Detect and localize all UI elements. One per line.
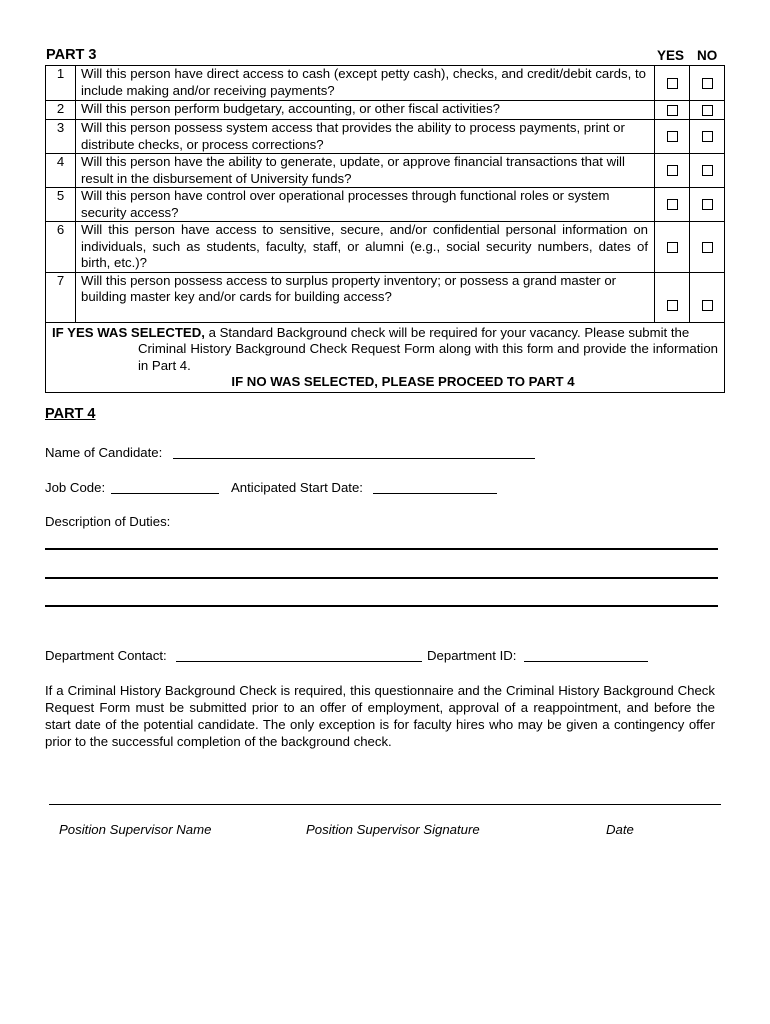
note-yes-heading: IF YES WAS SELECTED, — [52, 324, 205, 340]
no-checkbox[interactable] — [702, 199, 713, 210]
no-checkbox[interactable] — [702, 165, 713, 176]
no-checkbox[interactable] — [702, 78, 713, 89]
candidate-name-label: Name of Candidate: — [45, 445, 163, 460]
yes-checkbox[interactable] — [667, 78, 678, 89]
question-text: Will this person possess system access that provides the ability to process payments, print or distribute checks, or process corrections? — [76, 120, 655, 154]
duties-label: Description of Duties: — [45, 514, 171, 529]
department-id-field[interactable] — [524, 661, 648, 662]
yes-checkbox[interactable] — [667, 242, 678, 253]
question-text: Will this person possess access to surplus property inventory; or possess a grand master or building master key and/or cards for building access? — [76, 272, 655, 322]
duties-line-2[interactable] — [45, 577, 718, 579]
yes-checkbox[interactable] — [667, 131, 678, 142]
question-row — [46, 222, 725, 273]
question-number: 7 — [46, 272, 76, 322]
yes-checkbox[interactable] — [667, 300, 678, 311]
candidate-name-field[interactable] — [173, 458, 535, 459]
part3-title: PART 3 — [46, 47, 97, 63]
part3-questions-table — [45, 65, 725, 393]
supervisor-name-label: Position Supervisor Name — [59, 822, 212, 837]
signature-line[interactable] — [49, 804, 721, 805]
yes-checkbox[interactable] — [667, 105, 678, 116]
question-row — [46, 154, 725, 188]
job-code-label: Job Code: — [45, 480, 106, 495]
start-date-label: Anticipated Start Date: — [231, 480, 363, 495]
question-number: 1 — [46, 66, 76, 101]
date-label: Date — [606, 822, 634, 837]
no-checkbox[interactable] — [702, 242, 713, 253]
question-number: 3 — [46, 120, 76, 154]
supervisor-signature-label: Position Supervisor Signature — [306, 822, 480, 837]
no-column-header: NO — [697, 48, 718, 63]
department-contact-label: Department Contact: — [45, 648, 167, 663]
question-row — [46, 188, 725, 222]
note-proceed: IF NO WAS SELECTED, PLEASE PROCEED TO PART 4 — [231, 374, 575, 389]
question-text: Will this person have the ability to generate, update, or approve financial transactions that will result in the disbursement of University funds? — [76, 154, 655, 188]
job-code-field[interactable] — [111, 493, 219, 494]
background-check-note — [46, 322, 725, 392]
department-contact-field[interactable] — [176, 661, 422, 662]
start-date-field[interactable] — [373, 493, 497, 494]
department-id-label: Department ID: — [427, 648, 517, 663]
yes-checkbox[interactable] — [667, 199, 678, 210]
question-row — [46, 66, 725, 101]
duties-line-3[interactable] — [45, 605, 718, 607]
note-body: Criminal History Background Check Request Form along with this form and provide the information in Part 4. — [138, 341, 718, 373]
note-first-line — [52, 325, 718, 342]
yes-column-header: YES — [657, 48, 685, 63]
duties-line-1[interactable] — [45, 548, 718, 550]
question-row — [46, 120, 725, 154]
no-checkbox[interactable] — [702, 131, 713, 142]
question-row — [46, 272, 725, 322]
question-text: Will this person have access to sensitive, secure, and/or confidential personal information on individuals, such as students, faculty, staff, or alumni (e.g., social security numbers, dates of birth, etc.)? — [76, 222, 655, 273]
background-check-disclaimer: If a Criminal History Background Check is required, this questionnaire and the Criminal History Background Check Request Form must be submitted prior to an offer of employment, approval of a reappointment, and before the start date of the potential candidate. The only exception is for faculty hires who may be given a contingency offer prior to the successful completion of the background check. — [45, 683, 715, 749]
question-row — [46, 101, 725, 120]
question-number: 4 — [46, 154, 76, 188]
question-text: Will this person perform budgetary, accounting, or other fiscal activities? — [76, 101, 655, 120]
part4-title: PART 4 — [45, 406, 96, 422]
no-checkbox[interactable] — [702, 105, 713, 116]
question-number: 2 — [46, 101, 76, 120]
question-text: Will this person have control over operational processes through functional roles or system security access? — [76, 188, 655, 222]
note-line1: a Standard Background check will be required for your vacancy. Please submit the — [204, 324, 690, 340]
no-checkbox[interactable] — [702, 300, 713, 311]
question-text: Will this person have direct access to cash (except petty cash), checks, and credit/debit cards, to include making and/or receiving payments? — [76, 66, 655, 101]
question-number: 5 — [46, 188, 76, 222]
question-number: 6 — [46, 222, 76, 273]
yes-checkbox[interactable] — [667, 165, 678, 176]
